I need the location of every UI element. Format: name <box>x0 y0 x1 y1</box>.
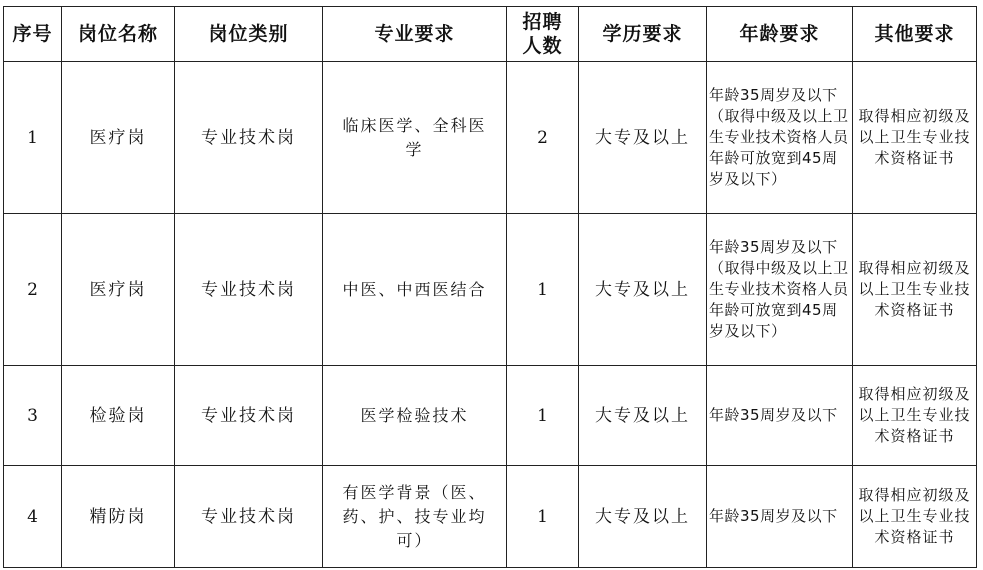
cell-count: 1 <box>507 366 579 466</box>
cell-index: 2 <box>4 214 62 366</box>
cell-count: 2 <box>507 62 579 214</box>
cell-category: 专业技术岗 <box>175 62 323 214</box>
cell-index: 3 <box>4 366 62 466</box>
header-count: 招聘人数 <box>507 7 579 62</box>
header-age: 年龄要求 <box>707 7 853 62</box>
header-index: 序号 <box>4 7 62 62</box>
cell-education: 大专及以上 <box>579 466 707 568</box>
cell-position: 医疗岗 <box>62 214 175 366</box>
cell-position: 检验岗 <box>62 366 175 466</box>
header-other: 其他要求 <box>853 7 977 62</box>
cell-other: 取得相应初级及以上卫生专业技术资格证书 <box>853 466 977 568</box>
header-education: 学历要求 <box>579 7 707 62</box>
cell-index: 1 <box>4 62 62 214</box>
header-major: 专业要求 <box>323 7 507 62</box>
cell-count: 1 <box>507 214 579 366</box>
cell-major: 中医、中西医结合 <box>323 214 507 366</box>
cell-index: 4 <box>4 466 62 568</box>
cell-position: 精防岗 <box>62 466 175 568</box>
table-row <box>4 466 977 568</box>
header-row <box>4 7 977 62</box>
cell-age: 年龄35周岁及以下 <box>707 466 853 568</box>
cell-category: 专业技术岗 <box>175 466 323 568</box>
cell-age: 年龄35周岁及以下（取得中级及以上卫生专业技术资格人员年龄可放宽到45周岁及以下） <box>707 214 853 366</box>
cell-category: 专业技术岗 <box>175 366 323 466</box>
cell-other: 取得相应初级及以上卫生专业技术资格证书 <box>853 214 977 366</box>
cell-other: 取得相应初级及以上卫生专业技术资格证书 <box>853 366 977 466</box>
cell-count: 1 <box>507 466 579 568</box>
recruitment-table <box>3 6 977 568</box>
cell-education: 大专及以上 <box>579 62 707 214</box>
cell-category: 专业技术岗 <box>175 214 323 366</box>
cell-major: 临床医学、全科医学 <box>323 62 507 214</box>
header-category: 岗位类别 <box>175 7 323 62</box>
table-row <box>4 366 977 466</box>
cell-position: 医疗岗 <box>62 62 175 214</box>
cell-major: 医学检验技术 <box>323 366 507 466</box>
cell-age: 年龄35周岁及以下 <box>707 366 853 466</box>
cell-age: 年龄35周岁及以下（取得中级及以上卫生专业技术资格人员年龄可放宽到45周岁及以下） <box>707 62 853 214</box>
cell-other: 取得相应初级及以上卫生专业技术资格证书 <box>853 62 977 214</box>
cell-education: 大专及以上 <box>579 214 707 366</box>
cell-education: 大专及以上 <box>579 366 707 466</box>
header-position: 岗位名称 <box>62 7 175 62</box>
table-row <box>4 214 977 366</box>
cell-major: 有医学背景（医、药、护、技专业均可） <box>323 466 507 568</box>
table-row <box>4 62 977 214</box>
